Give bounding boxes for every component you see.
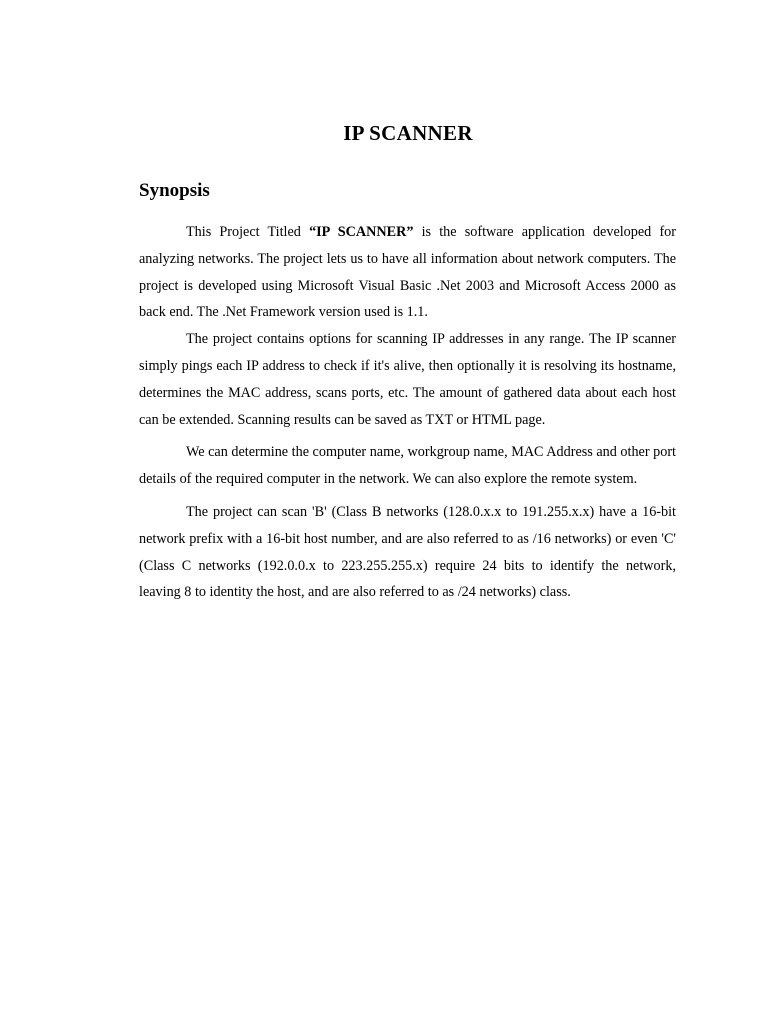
synopsis-body	[139, 219, 676, 606]
document-title: IP SCANNER	[343, 121, 473, 145]
project-name-emphasis: “IP SCANNER”	[309, 224, 414, 240]
paragraph-computer-details: We can determine the computer name, workgroup name, MAC Address and other port details of the required computer in the network. We can also explore the remote system.	[139, 444, 676, 488]
paragraph-intro	[139, 219, 676, 326]
paragraph-network-classes: The project can scan 'B' (Class B networks (128.0.x.x to 191.255.x.x) have a 16-bit network prefix with a 16-bit host number, and are also referred to as /16 networks) or even 'C' (Class C networks (192.0.0.x to 223.255.255.x) require 24 bits to identify the network, leaving 8 to identity the host, and are also referred to as /24 networks) class.	[139, 503, 676, 601]
paragraph-intro-rest: is the software application developed for analyzing networks. The project lets us to have all information about network computers. The project is developed using Microsoft Visual Basic .Net 2003 and Microsoft Access 2000 as back end. The .Net Framework version used is 1.1.	[139, 224, 676, 321]
section-heading-synopsis: Synopsis	[139, 180, 210, 201]
paragraph-scanning-options: The project contains options for scanning IP addresses in any range. The IP scanner simply pings each IP address to check if it's alive, then optionally it is resolving its hostname, determines the MAC address, scans ports, etc. The amount of gathered data about each host can be extended. Scanning results can be saved as TXT or HTML page.	[139, 331, 676, 428]
paragraph-intro-lead: This Project Titled	[186, 224, 310, 240]
